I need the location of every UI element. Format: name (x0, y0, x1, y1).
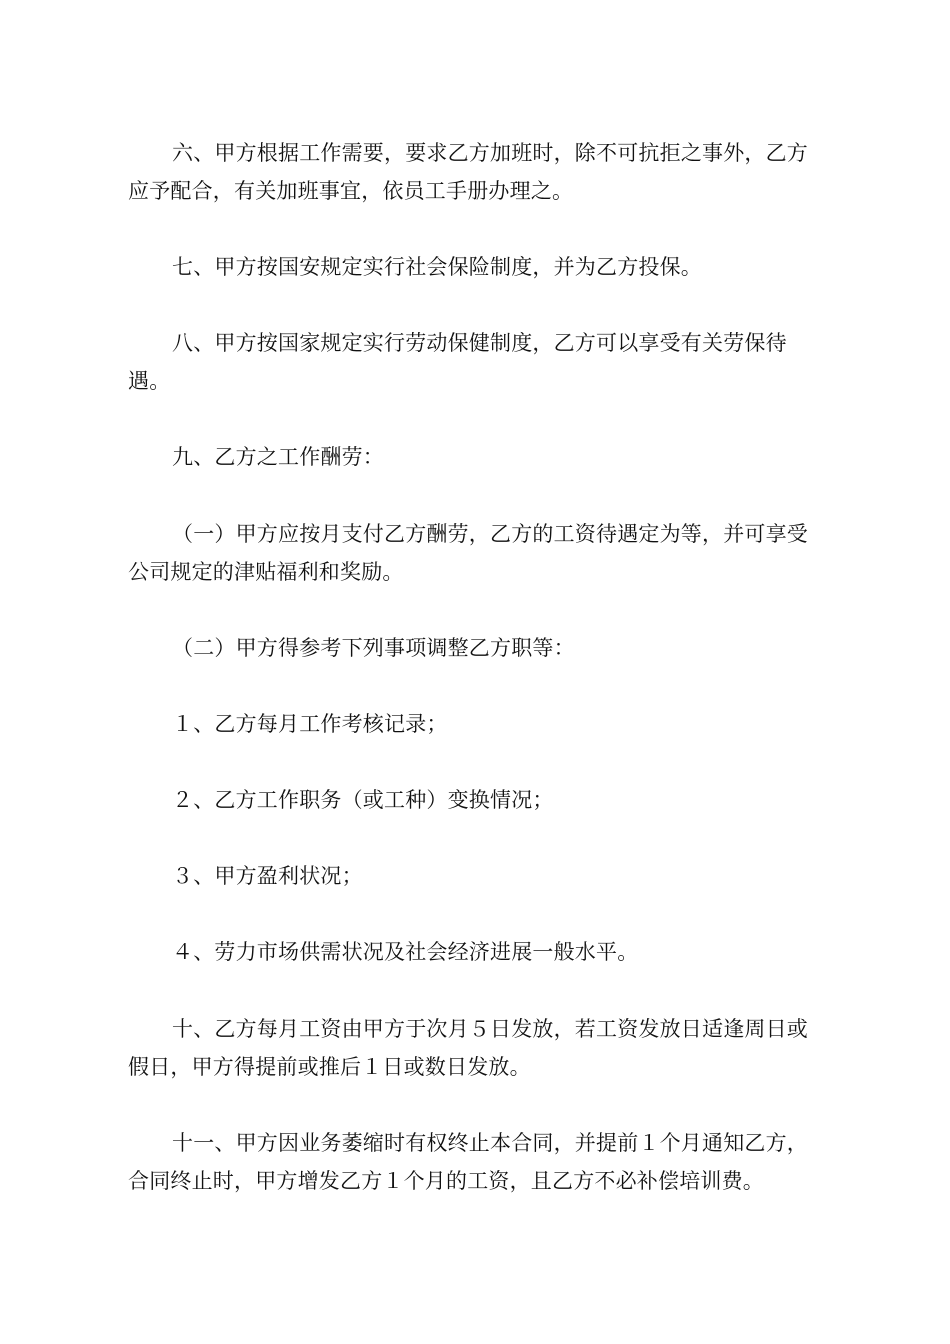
sub-item-4: ４、劳力市场供需状况及社会经济进展一般水平。 (172, 940, 639, 964)
clause-8-paragraph: 八、甲方按国家规定实行劳动保健制度，乙方可以享受有关劳保待遇。 (128, 331, 787, 393)
clause-11-paragraph: 十一、甲方因业务萎缩时有权终止本合同，并提前１个月通知乙方，合同终止时，甲方增发乙方１个月的工资，且乙方不必补偿培训费。 (128, 1131, 808, 1193)
clause-6-paragraph: 六、甲方根据工作需要，要求乙方加班时，除不可抗拒之事外，乙方应予配合，有关加班事宜，依员工手册办理之。 (128, 141, 808, 203)
clause-10-paragraph: 十、乙方每月工资由甲方于次月５日发放，若工资发放日适逢周日或假日，甲方得提前或推后１日或数日发放。 (128, 1017, 808, 1079)
clause-7-paragraph: 七、甲方按国安规定实行社会保险制度，并为乙方投保。 (172, 255, 702, 279)
sub-item-1: １、乙方每月工作考核记录； (172, 712, 448, 736)
sub-item-2: ２、乙方工作职务（或工种）变换情况； (172, 788, 554, 812)
clause-9-item-2: （二）甲方得参考下列事项调整乙方职等： (172, 636, 575, 660)
sub-item-3: ３、甲方盈利状况； (172, 864, 363, 888)
clause-9-heading: 九、乙方之工作酬劳： (172, 445, 384, 469)
clause-9-item-1: （一）甲方应按月支付乙方酬劳，乙方的工资待遇定为等，并可享受公司规定的津贴福利和奖励。 (128, 522, 808, 584)
